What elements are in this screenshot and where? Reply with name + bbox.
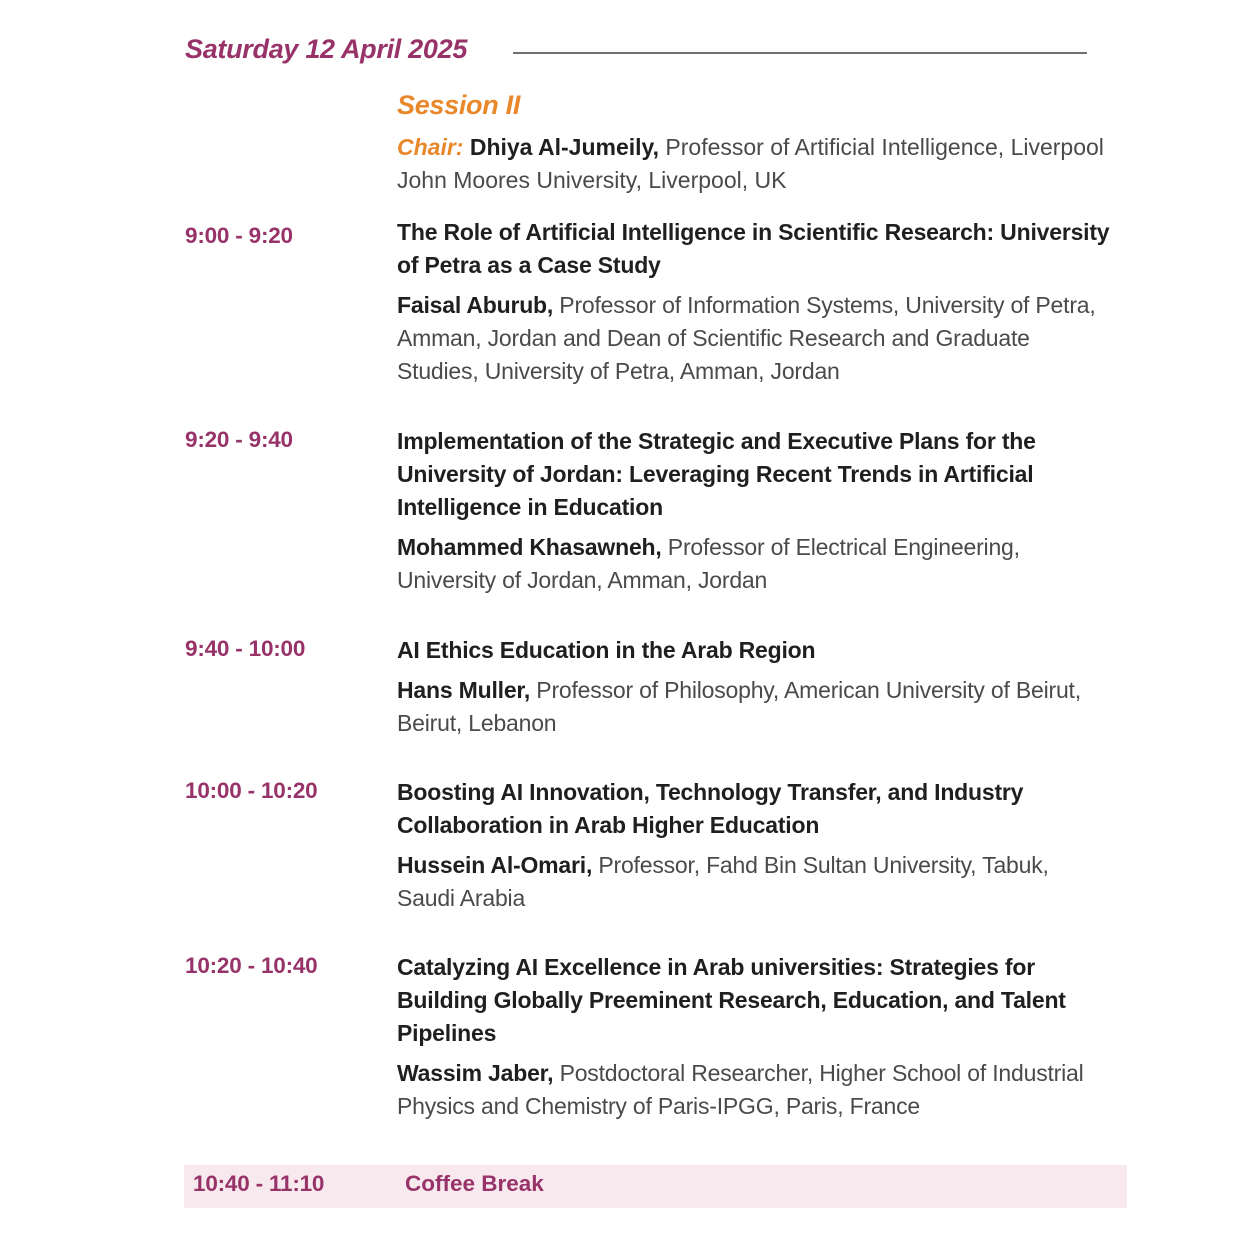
talk-entry xyxy=(397,216,1112,388)
talk-entry xyxy=(397,951,1112,1123)
talk-title: Implementation of the Strategic and Executive Plans for the University of Jordan: Leveraging Recent Trends in Artificial Intelligence in Education xyxy=(397,428,1036,520)
talk-speaker xyxy=(397,289,1112,388)
chair-label: Chair: xyxy=(397,134,464,160)
speaker-name: Hans Muller, xyxy=(397,677,531,703)
talk-title: AI Ethics Education in the Arab Region xyxy=(397,637,816,663)
speaker-affiliation: Professor, Fahd Bin Sultan University, Tabuk, Saudi Arabia xyxy=(397,852,1049,911)
session-title: Session II xyxy=(397,90,521,120)
session-chair xyxy=(397,131,1117,197)
speaker-name: Wassim Jaber, xyxy=(397,1060,554,1086)
speaker-affiliation: Postdoctoral Researcher, Higher School of Industrial Physics and Chemistry of Paris-IPGG, Paris, France xyxy=(397,1060,1084,1119)
date-header xyxy=(185,34,1087,74)
talk-time: 9:20 - 9:40 xyxy=(185,427,293,452)
talk-title: Catalyzing AI Excellence in Arab universities: Strategies for Building Globally Preeminent Research, Education, and Talent Pipelines xyxy=(397,954,1066,1046)
speaker-name: Hussein Al-Omari, xyxy=(397,852,593,878)
speaker-name: Mohammed Khasawneh, xyxy=(397,534,662,560)
break-time: 10:40 - 11:10 xyxy=(193,1171,325,1196)
break-label: Coffee Break xyxy=(405,1171,544,1196)
talk-entry xyxy=(397,425,1112,597)
talk-time: 10:00 - 10:20 xyxy=(185,778,318,803)
talk-title: The Role of Artificial Intelligence in Scientific Research: University of Petra as a Case Study xyxy=(397,219,1110,278)
talk-entry xyxy=(397,776,1112,915)
talk-title: Boosting AI Innovation, Technology Transfer, and Industry Collaboration in Arab Higher Education xyxy=(397,779,1024,838)
coffee-break-row xyxy=(184,1165,1127,1208)
speaker-name: Faisal Aburub, xyxy=(397,292,554,318)
talk-speaker xyxy=(397,849,1112,915)
speaker-affiliation: Professor of Philosophy, American University of Beirut, Beirut, Lebanon xyxy=(397,677,1081,736)
chair-name: Dhiya Al-Jumeily, xyxy=(469,134,660,160)
chair-affiliation: Professor of Artificial Intelligence, Liverpool John Moores University, Liverpool, UK xyxy=(397,134,1104,193)
speaker-affiliation: Professor of Information Systems, University of Petra, Amman, Jordan and Dean of Scientific Research and Graduate Studies, University of Petra, Amman, Jordan xyxy=(397,292,1096,384)
talk-speaker xyxy=(397,531,1112,597)
talk-entry xyxy=(397,634,1112,740)
speaker-affiliation: Professor of Electrical Engineering, University of Jordan, Amman, Jordan xyxy=(397,534,1020,593)
date-title: Saturday 12 April 2025 xyxy=(185,34,468,64)
date-divider xyxy=(513,52,1087,54)
talk-speaker xyxy=(397,674,1112,740)
talk-speaker xyxy=(397,1057,1112,1123)
talk-time: 9:00 - 9:20 xyxy=(185,223,293,248)
talk-time: 10:20 - 10:40 xyxy=(185,953,318,978)
talk-time: 9:40 - 10:00 xyxy=(185,636,306,661)
